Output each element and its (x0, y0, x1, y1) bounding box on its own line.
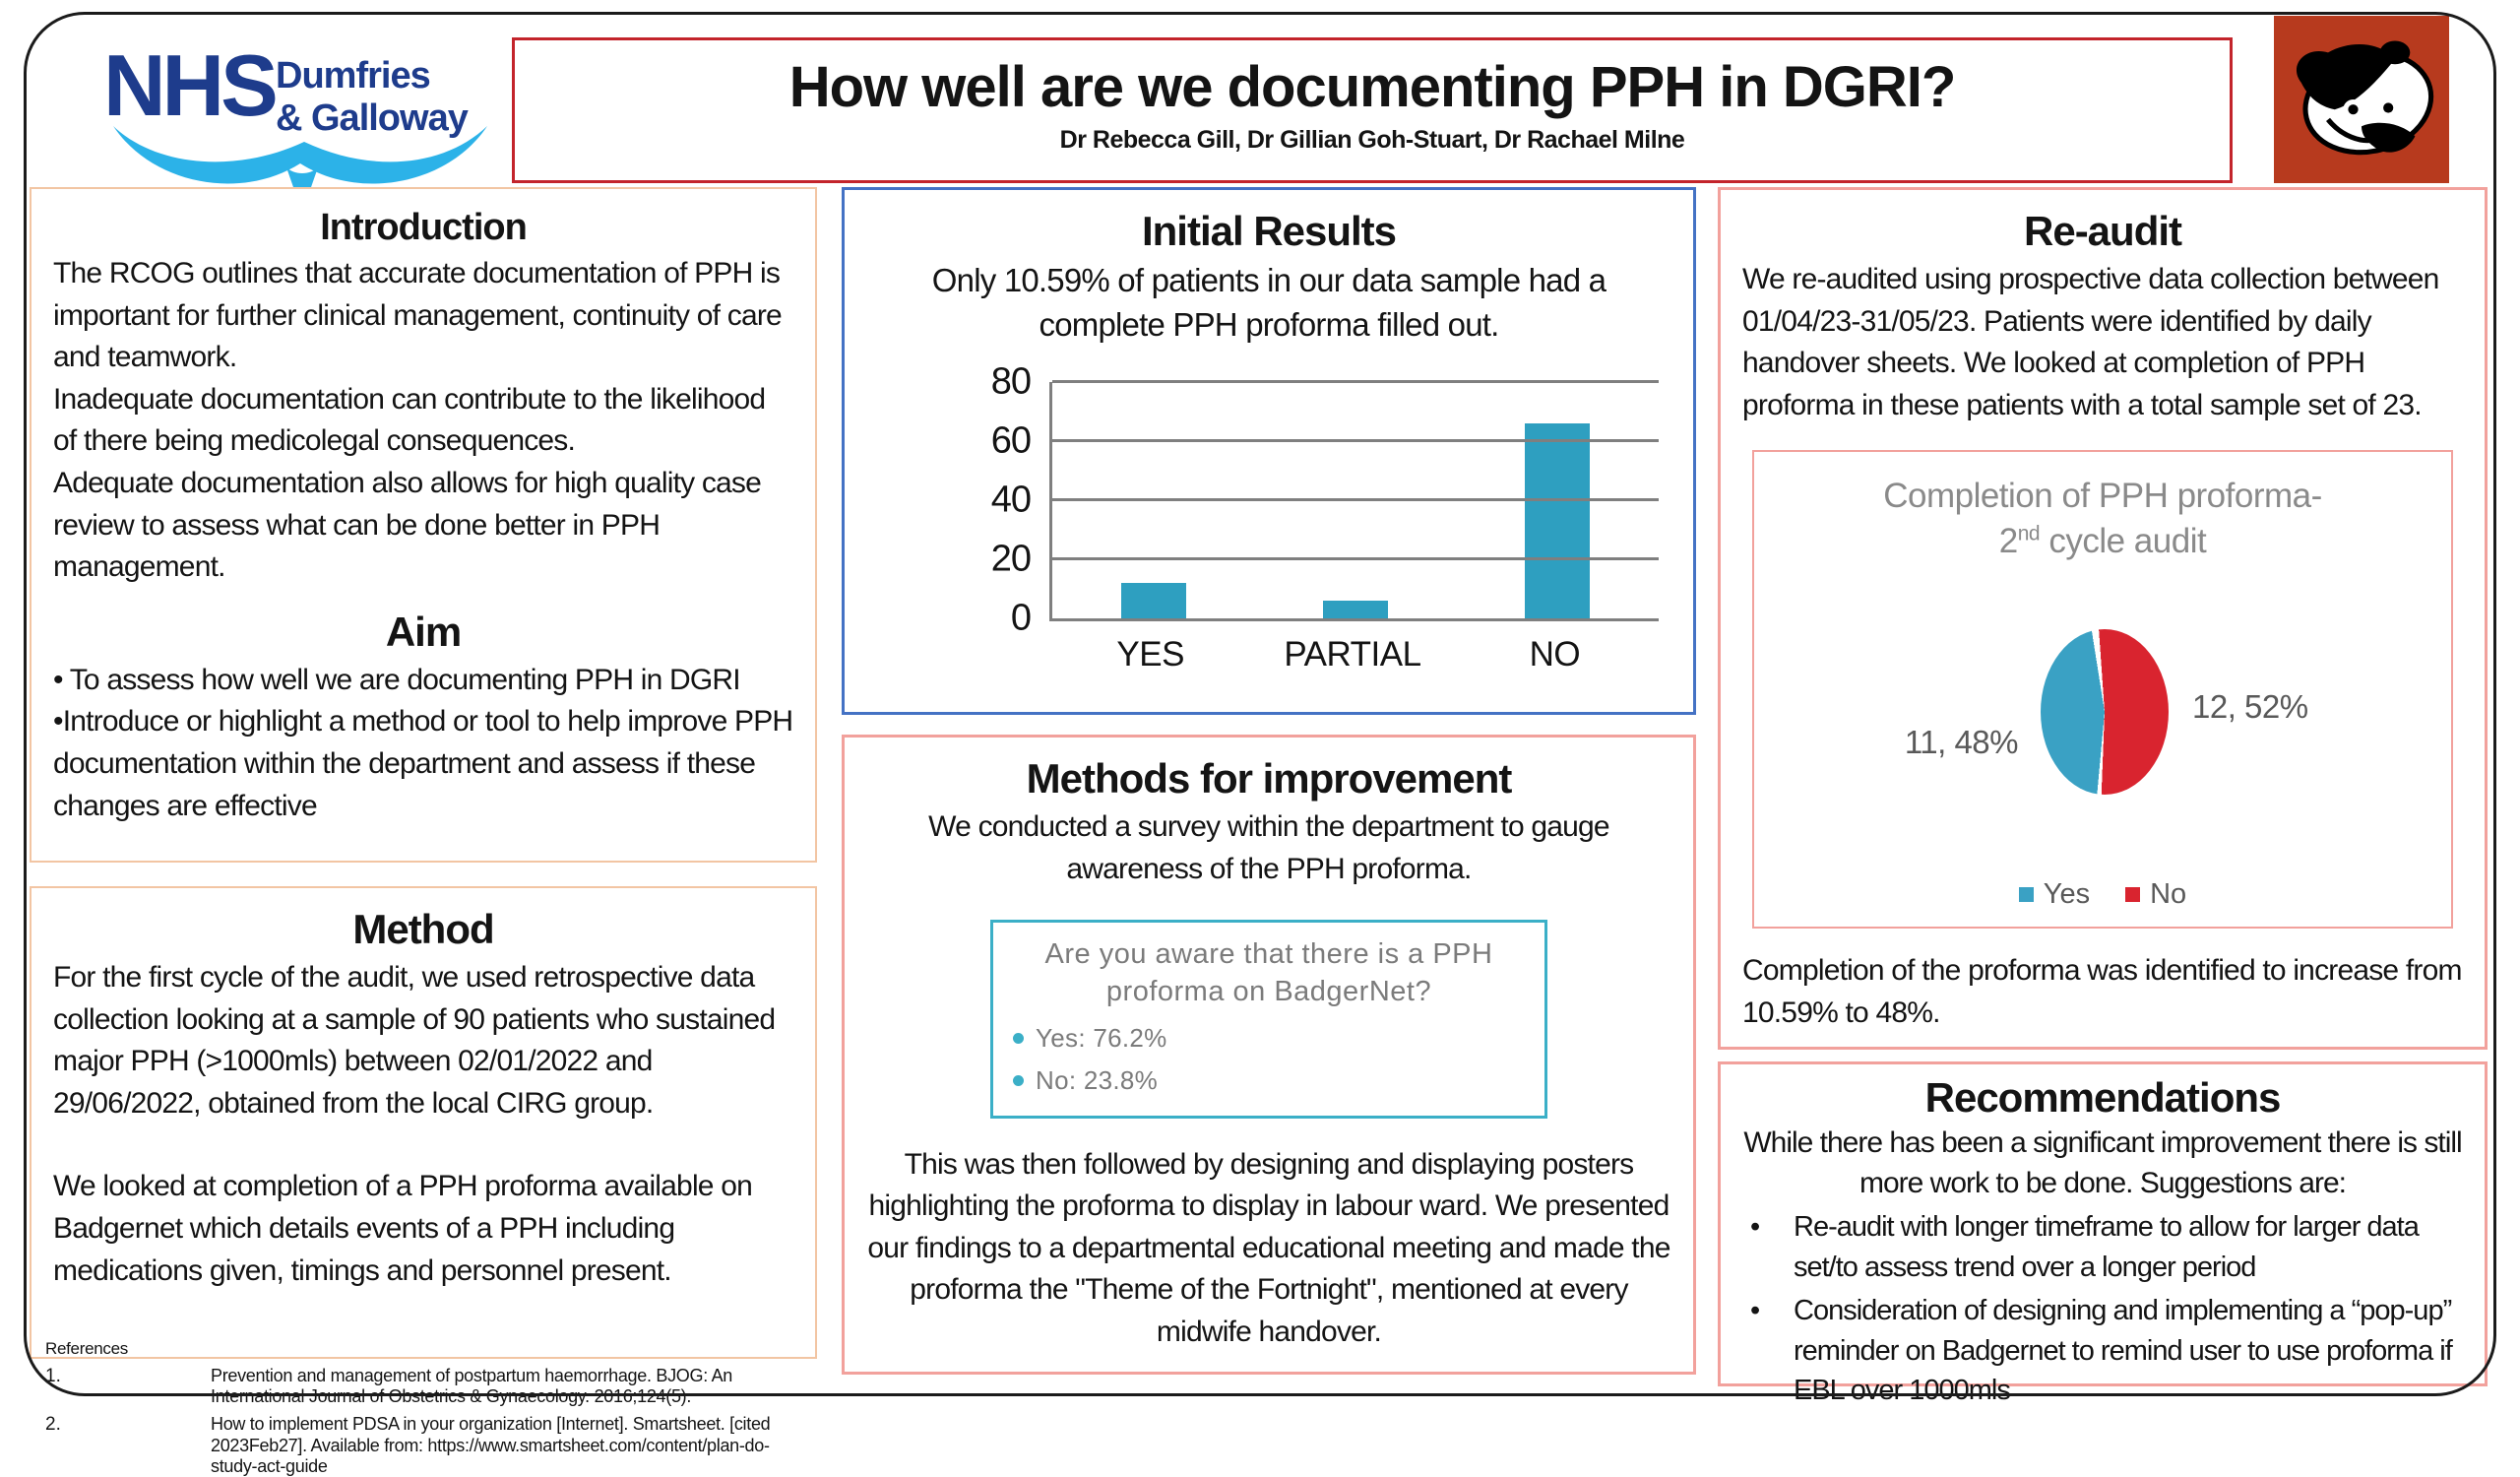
y-axis-tick-label: 60 (990, 419, 1031, 462)
introduction-paragraph: The RCOG outlines that accurate documentation of PPH is important for further clinical management, continuity of care and teamwork. (53, 257, 782, 374)
section-re-audit (1718, 187, 2488, 1050)
aim-bullet: •Introduce or highlight a method or tool to help improve PPH documentation within the department and assess if these changes are effective (53, 705, 793, 822)
legend-label: Yes (2043, 878, 2091, 911)
bar-chart-gridline (1052, 439, 1659, 442)
bar-chart-x-labels (1049, 635, 1656, 674)
pie-chart-panel (1752, 450, 2453, 929)
reference-number: 2. (45, 1414, 61, 1436)
legend-item-yes (2019, 878, 2090, 911)
bar-chart-gridline (1052, 380, 1659, 383)
bar-no (1525, 423, 1590, 618)
title-box (512, 37, 2233, 183)
spacer (53, 1124, 793, 1166)
survey-option-text: Yes: 76.2% (1036, 1022, 1167, 1053)
re-audit-paragraph-1: We re-audited using prospective data collection between 01/04/23-31/05/23. Patients were identified by daily handover sheets. We looked at completion of PPH proforma in these patients with a total sample set of 23. (1742, 263, 2439, 421)
re-audit-paragraph-2: Completion of the proforma was identified to increase from 10.59% to 48%. (1742, 954, 2462, 1029)
survey-option (1011, 1065, 1527, 1096)
badgernet-logo (2274, 16, 2449, 183)
page-title: How well are we documenting PPH in DGRI? (788, 55, 1956, 119)
nhs-region-line1: Dumfries (276, 55, 430, 96)
references-list (45, 1366, 833, 1477)
bar-partial (1323, 601, 1388, 618)
bullet-dot-icon (1013, 1033, 1024, 1044)
pie-chart-title (1754, 474, 2451, 563)
references-heading: References (45, 1339, 128, 1358)
initial-results-subtitle: Only 10.59% of patients in our data sample had a complete PPH proforma filled out. (931, 262, 1606, 343)
x-axis-label: YES (1116, 635, 1184, 674)
survey-result-box (990, 920, 1547, 1118)
pie-slice-label-no: 12, 52% (2192, 688, 2308, 726)
introduction-paragraph: Inadequate documentation can contribute to the likelihood of there being medicolegal consequences. (53, 382, 766, 458)
pie-chart (2041, 629, 2169, 795)
survey-options (1011, 1023, 1527, 1096)
introduction-paragraph: Adequate documentation also allows for high quality case review to assess what can be done better in PPH management. (53, 466, 762, 584)
nhs-logo (94, 30, 527, 182)
pie-slice-label-yes: 11, 48% (1904, 724, 2018, 761)
method-paragraph-1: For the first cycle of the audit, we used retrospective data collection looking at a sample of 90 patients who sustained major PPH (>1000mls) between 02/01/2022 and 29/06/2022, obtained from the local CIRG group. (53, 961, 776, 1120)
re-audit-heading: Re-audit (2024, 208, 2181, 254)
authors: Dr Rebecca Gill, Dr Gillian Goh-Stuart, Dr Rachael Milne (1059, 126, 1685, 154)
bullet-marker: • (1750, 1295, 1761, 1327)
reference-number: 1. (45, 1366, 61, 1386)
section-recommendations (1718, 1061, 2488, 1407)
reference-text: How to implement PDSA in your organization [Internet]. Smartsheet. [cited 2023Feb27]. Available from: https://www.smartsheet.com/content/plan-do-study-act-guide (211, 1414, 771, 1476)
aim-body (53, 660, 793, 827)
bar-chart (990, 360, 1659, 639)
badger-icon (2274, 16, 2449, 183)
reference-text: Prevention and management of postpartum haemorrhage. BJOG: An International Journal of Obstetrics & Gynaecology. 2016;124(5). (211, 1366, 733, 1407)
methods-improvement-paragraph-1: We conducted a survey within the department to gauge awareness of the PPH proforma. (928, 810, 1609, 885)
pie-title-line2: 2 (1998, 521, 2018, 560)
legend-item-no (2125, 878, 2186, 911)
method-heading: Method (352, 906, 494, 952)
recommendation-text: Re-audit with longer timeframe to allow for larger data set/to assess trend over a longer period (1794, 1211, 2419, 1283)
reference-item (45, 1366, 833, 1407)
reference-item (45, 1414, 833, 1477)
section-initial-results (842, 187, 1696, 715)
legend-label: No (2150, 878, 2187, 911)
x-axis-label: PARTIAL (1284, 635, 1421, 674)
y-axis-tick-label: 80 (990, 360, 1031, 403)
bullet-dot-icon (1013, 1075, 1024, 1086)
pie-legend (1754, 878, 2451, 911)
methods-improvement-heading: Methods for improvement (1026, 755, 1512, 802)
legend-swatch-icon (2125, 887, 2140, 902)
nhs-wordmark: NHS (103, 36, 275, 134)
recommendation-item (1736, 1207, 2469, 1287)
survey-option (1011, 1023, 1527, 1054)
section-method (30, 886, 817, 1359)
y-axis-tick-label: 20 (990, 538, 1031, 580)
recommendation-text: Consideration of designing and implementing a “pop-up” reminder on Badgernet to remind user to use proforma if EBL over 1000mls (1794, 1295, 2452, 1407)
pie-title-line2-rest: cycle audit (2040, 521, 2207, 560)
recommendations-intro: While there has been a significant improvement there is still more work to be done. Suggestions are: (1743, 1126, 2462, 1199)
introduction-body (53, 253, 793, 589)
section-methods-improvement (842, 735, 1696, 1375)
introduction-heading: Introduction (320, 207, 527, 248)
initial-results-heading: Initial Results (1141, 208, 1397, 254)
bullet-marker: • (1750, 1211, 1761, 1243)
y-axis-tick-label: 40 (990, 479, 1031, 521)
pie-chart-area (1754, 617, 2451, 854)
recommendation-item (1736, 1291, 2469, 1411)
section-introduction (30, 187, 817, 863)
pie-title-line1: Completion of PPH proforma- (1883, 477, 2322, 516)
bar-yes (1121, 583, 1186, 618)
x-axis-label: NO (1529, 635, 1581, 674)
aim-heading: Aim (385, 608, 462, 655)
bar-chart-gridline (1052, 557, 1659, 560)
y-axis-tick-label: 0 (1010, 597, 1031, 639)
method-paragraph-2: We looked at completion of a PPH proforma available on Badgernet which details events of a PPH including medications given, timings and personnel present. (53, 1170, 752, 1287)
aim-bullet: • To assess how well we are documenting PPH in DGRI (53, 663, 740, 696)
methods-improvement-paragraph-2: This was then followed by designing and displaying posters highlighting the proforma to display in labour ward. We presented our findings to a departmental educational meeting and made the proforma the "Theme of the Fortnight", mentioned at every midwife handover. (867, 1147, 1670, 1348)
references (45, 1339, 833, 1477)
recommendations-heading: Recommendations (1924, 1074, 2281, 1121)
recommendations-list (1736, 1207, 2469, 1411)
legend-swatch-icon (2019, 887, 2034, 902)
nhs-region-line2: & Galloway (276, 96, 468, 139)
bar-chart-gridline (1052, 498, 1659, 501)
survey-question: Are you aware that there is a PPH proforma on BadgerNet? (1044, 938, 1493, 1007)
pie-title-superscript: nd (2017, 522, 2041, 546)
survey-option-text: No: 23.8% (1036, 1064, 1159, 1095)
